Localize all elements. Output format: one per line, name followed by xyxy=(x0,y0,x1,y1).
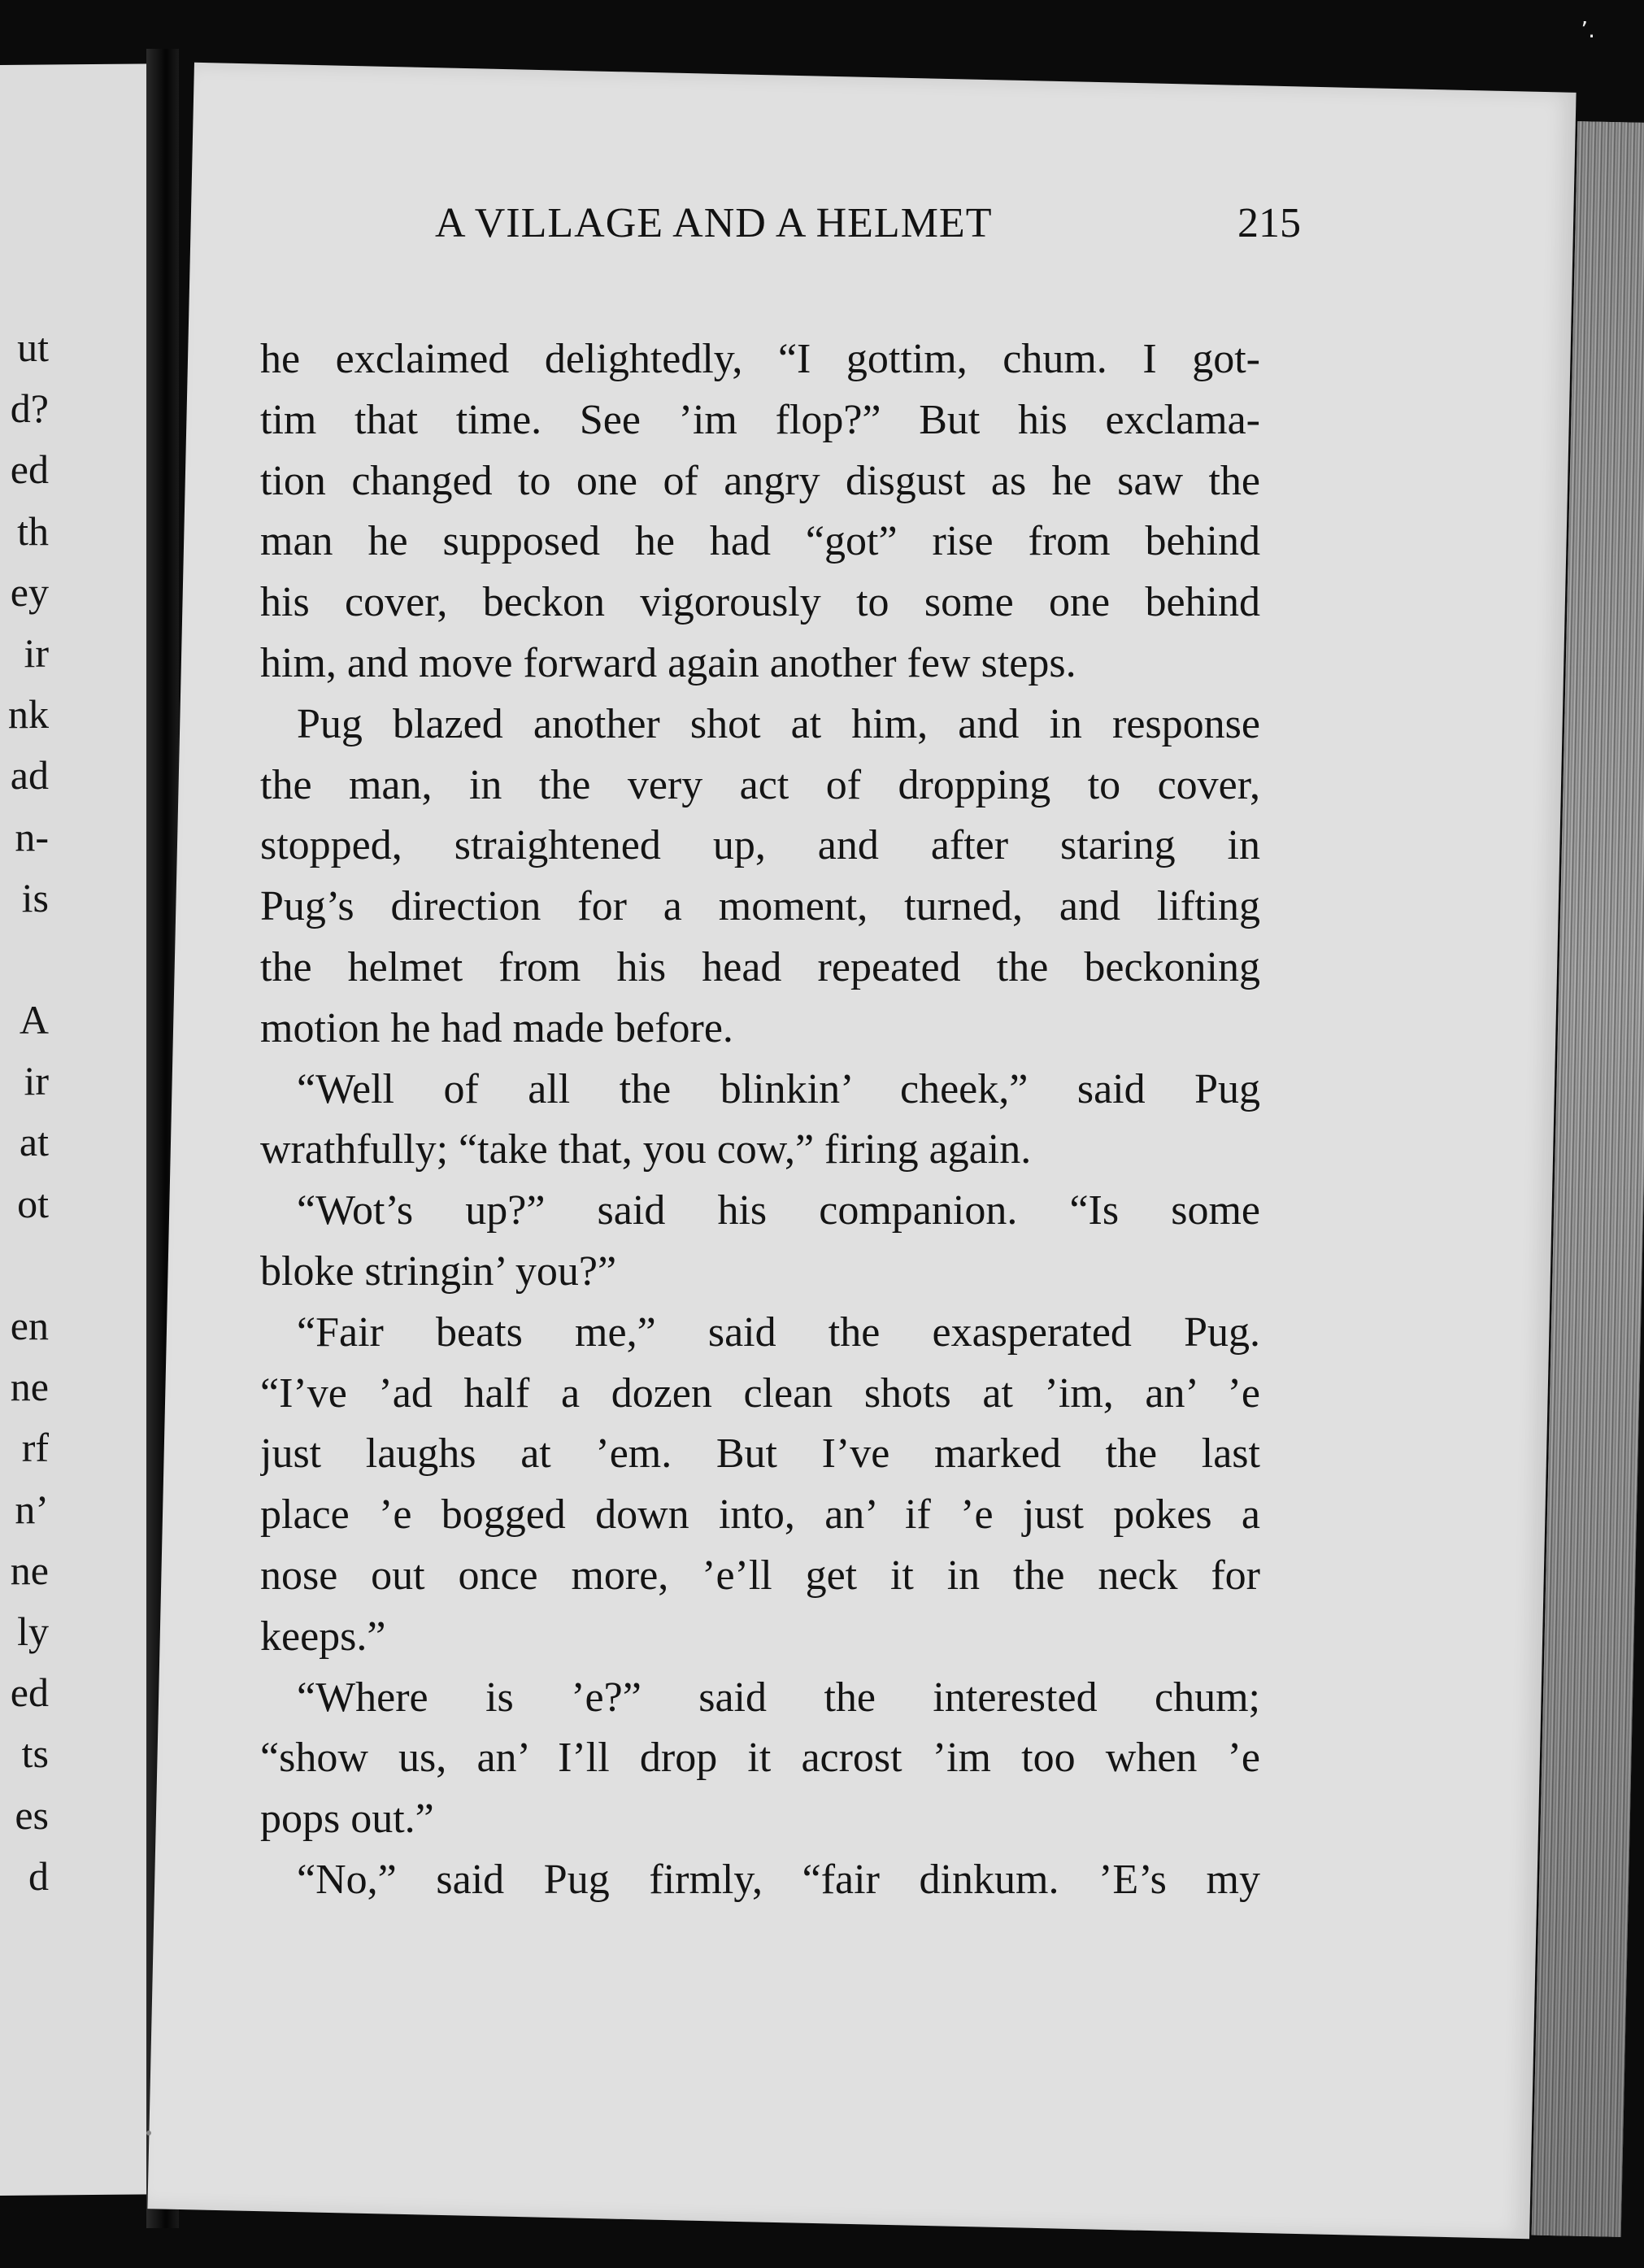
left-fragment: ot xyxy=(17,1180,49,1226)
left-fragment: ed xyxy=(10,446,49,493)
text-line: man he supposed he had “got” rise from behind xyxy=(260,518,1260,565)
left-fragment: ir xyxy=(24,1058,49,1104)
left-fragment: ly xyxy=(17,1608,49,1654)
left-fragment: ut xyxy=(17,324,49,370)
left-fragment: n’ xyxy=(15,1486,49,1532)
text-line: keeps.” xyxy=(260,1613,386,1660)
left-fragment xyxy=(0,1234,49,1295)
body-text xyxy=(260,329,1260,1911)
left-fragment: ad xyxy=(10,752,49,799)
text-line: he exclaimed delightedly, “I gottim, chum. I got- xyxy=(260,336,1260,382)
text-line: just laughs at ’em. But I’ve marked the last xyxy=(260,1430,1260,1478)
text-line: the helmet from his head repeated the beckoning xyxy=(260,943,1260,990)
left-fragment: ts xyxy=(21,1730,49,1777)
left-fragment: d? xyxy=(10,385,49,432)
text-line: motion he had made before. xyxy=(260,1004,733,1051)
left-fragment: nk xyxy=(8,691,49,738)
left-fragment: ir xyxy=(24,629,49,676)
text-line: Pug blazed another shot at him, and in response xyxy=(297,700,1260,747)
left-fragment xyxy=(0,929,49,990)
text-line: tion changed to one of angry disgust as he saw the xyxy=(260,457,1260,504)
text-line: stopped, straightened up, and after staring in xyxy=(260,822,1260,869)
page-header xyxy=(260,199,1301,256)
text-line: his cover, beckon vigorously to some one behind xyxy=(260,579,1260,626)
text-line: tim that time. See ’im flop?” But his exclama- xyxy=(260,396,1260,443)
text-line: “show us, an’ I’ll drop it acrost ’im too when ’e xyxy=(260,1735,1260,1782)
text-line: “Where is ’e?” said the interested chum; xyxy=(297,1674,1260,1721)
text-line: wrathfully; “take that, you cow,” firing again. xyxy=(260,1126,1032,1173)
dust-speck xyxy=(146,2131,151,2135)
text-line: “I’ve ’ad half a dozen clean shots at ’im, an’ ’e xyxy=(260,1369,1260,1417)
left-fragment: ey xyxy=(10,568,49,615)
left-fragment: es xyxy=(15,1791,49,1838)
left-fragment: ne xyxy=(10,1364,49,1410)
text-line: pops out.” xyxy=(260,1796,434,1843)
left-fragment: ne xyxy=(10,1547,49,1593)
text-line: place ’e bogged down into, an’ if ’e just pokes a xyxy=(260,1491,1260,1539)
left-fragment: at xyxy=(19,1119,49,1165)
left-fragment: th xyxy=(17,507,49,554)
text-line: “Wot’s up?” said his companion. “Is some xyxy=(297,1187,1260,1234)
left-fragment: en xyxy=(10,1303,49,1348)
left-fragment: rf xyxy=(21,1425,49,1471)
text-line: him, and move forward again another few steps. xyxy=(260,639,1076,686)
left-fragment: n- xyxy=(15,813,49,860)
page-number: 215 xyxy=(1237,200,1301,246)
running-head: A VILLAGE AND A HELMET xyxy=(435,200,993,246)
left-fragment: d xyxy=(28,1852,49,1899)
left-page-text-fragments xyxy=(0,317,49,1907)
left-fragment: is xyxy=(21,874,49,921)
text-line: Pug’s direction for a moment, turned, and lifting xyxy=(260,883,1260,930)
corner-mark: ’. xyxy=(1581,16,1595,43)
text-line: “Fair beats me,” said the exasperated Pug. xyxy=(297,1308,1260,1356)
text-line: “No,” said Pug firmly, “fair dinkum. ’E’s my xyxy=(297,1856,1260,1903)
text-line: “Well of all the blinkin’ cheek,” said Pug xyxy=(297,1065,1260,1112)
left-fragment: A xyxy=(19,997,49,1043)
text-line: nose out once more, ’e’ll get it in the neck for xyxy=(260,1552,1260,1599)
left-fragment: ed xyxy=(10,1669,49,1716)
text-line: the man, in the very act of dropping to cover, xyxy=(260,761,1260,808)
text-line: bloke stringin’ you?” xyxy=(260,1247,617,1295)
